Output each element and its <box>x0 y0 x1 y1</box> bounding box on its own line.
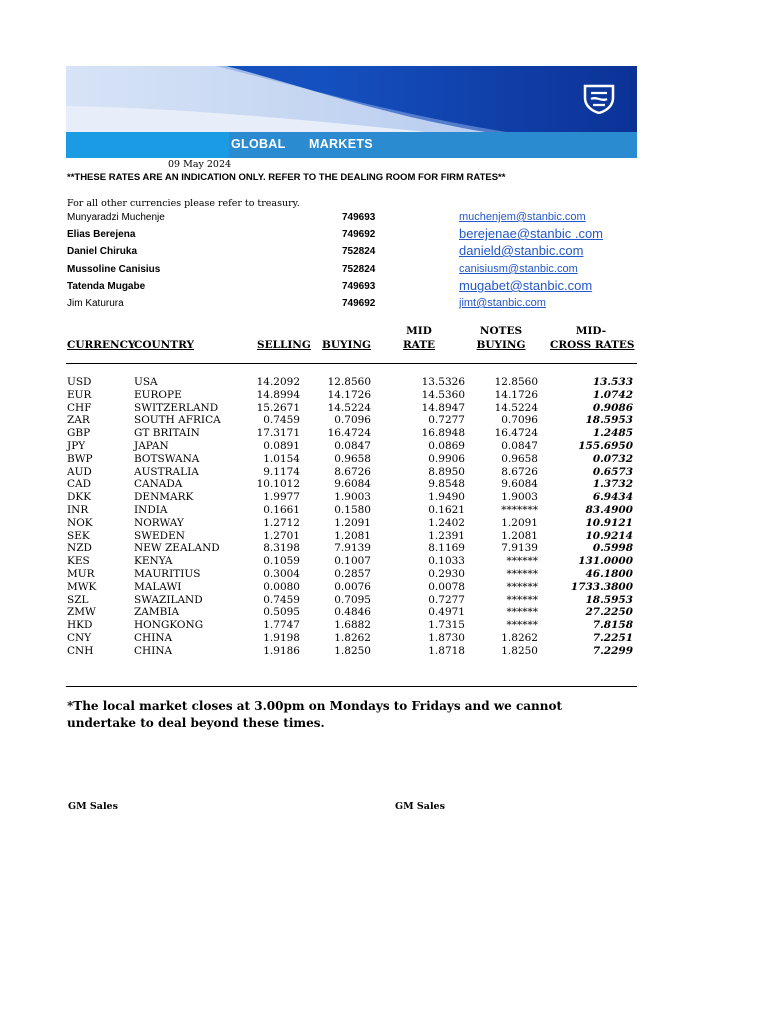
mid-rate: 1.2402 <box>428 516 465 529</box>
buying-rate: 1.2081 <box>334 529 371 542</box>
country-name: SWAZILAND <box>134 593 203 606</box>
notes-buying-rate: ****** <box>506 568 538 580</box>
table-row <box>0 619 768 632</box>
buying-rate: 0.1007 <box>334 555 371 568</box>
country-name: EUROPE <box>134 388 182 401</box>
mid-cross-rate: 1.0742 <box>592 388 633 401</box>
stanbic-shield-icon <box>582 84 616 114</box>
notes-buying-rate: ****** <box>506 619 538 632</box>
contact-email-link[interactable]: berejenae@stanbic .com <box>459 226 603 241</box>
selling-rate: 14.8994 <box>256 388 300 401</box>
mid-rate: 8.1169 <box>428 542 465 555</box>
buying-rate: 0.2857 <box>334 568 371 580</box>
country-name: NORWAY <box>134 516 184 529</box>
table-bottom-rule <box>66 686 637 687</box>
selling-rate: 0.1661 <box>263 504 300 516</box>
contact-email-link[interactable]: jimt@stanbic.com <box>459 297 546 309</box>
currency-code: JPY <box>67 440 86 452</box>
table-row <box>0 568 768 581</box>
mid-cross-rate: 1.2485 <box>592 427 633 440</box>
contact-phone: 749692 <box>342 298 376 309</box>
notes-buying-rate: 9.6084 <box>501 478 538 491</box>
mid-cross-rate: 18.5953 <box>585 414 633 427</box>
selling-rate: 1.9186 <box>263 644 300 657</box>
report-date: 09 May 2024 <box>168 159 232 170</box>
notes-buying-rate: ******* <box>501 504 538 516</box>
table-top-rule <box>66 363 637 364</box>
selling-rate: 10.1012 <box>256 478 300 491</box>
buying-rate: 8.6726 <box>334 465 371 478</box>
table-row <box>0 606 768 619</box>
contact-name: Elias Berejena <box>67 229 136 240</box>
country-name: INDIA <box>134 504 168 516</box>
buying-rate: 1.8262 <box>334 632 371 644</box>
mid-cross-rate: 10.9214 <box>585 529 633 542</box>
mid-rate: 0.7277 <box>428 593 465 606</box>
header-selling: SELLING <box>257 339 311 351</box>
buying-rate: 1.8250 <box>334 644 371 657</box>
contact-name: Mussoline Canisius <box>67 264 161 275</box>
buying-rate: 0.7095 <box>334 593 371 606</box>
mid-rate: 16.8948 <box>421 427 465 440</box>
signature-left: GM Sales <box>68 801 118 812</box>
mid-rate: 14.8947 <box>421 401 465 414</box>
mid-cross-rate: 83.4900 <box>585 504 633 516</box>
selling-rate: 1.2712 <box>263 516 300 529</box>
currency-code: USD <box>67 376 92 388</box>
selling-rate: 1.0154 <box>263 452 300 465</box>
selling-rate: 0.7459 <box>263 414 300 427</box>
header-mid-rate: MID RATE <box>402 325 436 351</box>
currency-code: MWK <box>67 580 97 593</box>
table-row <box>0 632 768 645</box>
header-currency: CURRENCY <box>67 339 136 351</box>
mid-cross-rate: 18.5953 <box>585 593 633 606</box>
table-row <box>0 581 768 594</box>
table-row <box>0 542 768 555</box>
currency-code: MUR <box>67 568 95 580</box>
selling-rate: 0.3004 <box>263 568 300 580</box>
selling-rate: 1.9977 <box>263 491 300 504</box>
mid-rate: 13.5326 <box>421 376 465 388</box>
contact-phone: 749693 <box>342 281 376 292</box>
treasury-note: For all other currencies please refer to treasury. <box>67 198 300 209</box>
currency-code: CNY <box>67 632 92 644</box>
contact-name: Jim Katurura <box>67 298 124 309</box>
selling-rate: 17.3171 <box>256 427 300 440</box>
mid-cross-rate: 10.9121 <box>585 516 633 529</box>
currency-code: CHF <box>67 401 92 414</box>
mid-cross-rate: 7.8158 <box>592 619 633 632</box>
buying-rate: 0.4846 <box>334 606 371 619</box>
currency-code: DKK <box>67 491 92 504</box>
contact-phone: 752824 <box>342 264 376 275</box>
mid-rate: 0.9906 <box>428 452 465 465</box>
country-name: SWEDEN <box>134 529 185 542</box>
mid-rate: 1.2391 <box>428 529 465 542</box>
country-name: AUSTRALIA <box>134 465 199 478</box>
indication-notice: **THESE RATES ARE AN INDICATION ONLY. REFER TO THE DEALING ROOM FOR FIRM RATES** <box>67 172 506 183</box>
header-banner <box>66 66 637 132</box>
buying-rate: 1.6882 <box>334 619 371 632</box>
mid-rate: 0.1033 <box>428 555 465 568</box>
contact-email-link[interactable]: canisiusm@stanbic.com <box>459 263 578 275</box>
contact-phone: 752824 <box>342 246 376 257</box>
contact-phone: 749693 <box>342 212 376 223</box>
mid-cross-rate: 13.533 <box>592 376 633 388</box>
mid-cross-rate: 1.3732 <box>592 478 633 491</box>
buying-rate: 1.9003 <box>334 491 371 504</box>
table-row <box>0 453 768 466</box>
contact-phone: 749692 <box>342 229 376 240</box>
title-bar-accent <box>66 132 229 158</box>
contact-email-link[interactable]: muchenjem@stanbic.com <box>459 211 586 223</box>
country-name: CANADA <box>134 478 183 491</box>
country-name: CHINA <box>134 632 173 644</box>
country-name: NEW ZEALAND <box>134 542 220 555</box>
buying-rate: 16.4724 <box>327 427 371 440</box>
mid-rate: 0.0869 <box>428 440 465 452</box>
contact-name: Tatenda Mugabe <box>67 281 146 292</box>
notes-buying-rate: ****** <box>506 593 538 606</box>
mid-rate: 9.8548 <box>428 478 465 491</box>
mid-rate: 1.9490 <box>428 491 465 504</box>
currency-code: SZL <box>67 593 89 606</box>
currency-code: ZAR <box>67 414 90 427</box>
buying-rate: 0.1580 <box>334 504 371 516</box>
currency-code: CNH <box>67 644 94 657</box>
table-row <box>0 440 768 453</box>
mid-cross-rate: 46.1800 <box>585 568 633 580</box>
buying-rate: 14.1726 <box>327 388 371 401</box>
mid-cross-rate: 131.0000 <box>578 555 633 568</box>
notes-buying-rate: 0.0847 <box>501 440 538 452</box>
notes-buying-rate: 0.9658 <box>501 452 538 465</box>
table-row <box>0 530 768 543</box>
table-row <box>0 466 768 479</box>
title-global: GLOBAL <box>231 137 286 151</box>
mid-rate: 0.4971 <box>428 606 465 619</box>
table-row <box>0 504 768 517</box>
selling-rate: 1.9198 <box>263 632 300 644</box>
currency-code: KES <box>67 555 90 568</box>
country-name: BOTSWANA <box>134 452 200 465</box>
mid-cross-rate: 6.9434 <box>592 491 633 504</box>
country-name: CHINA <box>134 644 173 657</box>
selling-rate: 14.2092 <box>256 376 300 388</box>
buying-rate: 0.0847 <box>334 440 371 452</box>
mid-cross-rate: 0.6573 <box>592 465 633 478</box>
table-row <box>0 389 768 402</box>
notes-buying-rate: 16.4724 <box>494 427 538 440</box>
table-row <box>0 402 768 415</box>
notes-buying-rate: 14.1726 <box>494 388 538 401</box>
currency-code: GBP <box>67 427 91 440</box>
selling-rate: 1.2701 <box>263 529 300 542</box>
mid-rate: 1.7315 <box>428 619 465 632</box>
country-name: ZAMBIA <box>134 606 180 619</box>
mid-cross-rate: 155.6950 <box>578 440 633 452</box>
mid-rate: 1.8730 <box>428 632 465 644</box>
title-markets: MARKETS <box>309 137 373 151</box>
selling-rate: 1.7747 <box>263 619 300 632</box>
buying-rate: 9.6084 <box>334 478 371 491</box>
mid-rate: 14.5360 <box>421 388 465 401</box>
banner-graphic <box>66 66 637 132</box>
mid-cross-rate: 1733.3800 <box>570 580 633 593</box>
buying-rate: 1.2091 <box>334 516 371 529</box>
mid-cross-rate: 0.9086 <box>592 401 633 414</box>
table-row <box>0 414 768 427</box>
country-name: SWITZERLAND <box>134 401 219 414</box>
header-cross-rates: MID- CROSS RATES <box>550 325 635 351</box>
currency-code: ZMW <box>67 606 96 619</box>
mid-cross-rate: 7.2299 <box>592 644 633 657</box>
notes-buying-rate: 1.8250 <box>501 644 538 657</box>
currency-code: INR <box>67 504 89 516</box>
table-row <box>0 478 768 491</box>
buying-rate: 12.8560 <box>327 376 371 388</box>
selling-rate: 0.0080 <box>263 580 300 593</box>
currency-code: NZD <box>67 542 92 555</box>
contact-name: Daniel Chiruka <box>67 246 138 257</box>
currency-code: EUR <box>67 388 92 401</box>
table-row <box>0 645 768 658</box>
notes-buying-rate: ****** <box>506 606 538 619</box>
contact-email-link[interactable]: danield@stanbic.com <box>459 243 584 258</box>
mid-cross-rate: 0.0732 <box>592 452 633 465</box>
currency-code: NOK <box>67 516 93 529</box>
signature-right: GM Sales <box>395 801 445 812</box>
table-row <box>0 376 768 389</box>
notes-buying-rate: 14.5224 <box>494 401 538 414</box>
currency-code: BWP <box>67 452 93 465</box>
notes-buying-rate: ****** <box>506 555 538 568</box>
notes-buying-rate: 1.2091 <box>501 516 538 529</box>
notes-buying-rate: 8.6726 <box>501 465 538 478</box>
market-hours-footnote: *The local market closes at 3.00pm on Mondays to Fridays and we cannot undertake to deal beyond these times. <box>67 699 563 730</box>
country-name: KENYA <box>134 555 173 568</box>
notes-buying-rate: 1.8262 <box>501 632 538 644</box>
selling-rate: 0.7459 <box>263 593 300 606</box>
header-buying: BUYING <box>322 339 372 351</box>
currency-code: HKD <box>67 619 93 632</box>
country-name: HONGKONG <box>134 619 204 632</box>
buying-rate: 0.7096 <box>334 414 371 427</box>
notes-buying-rate: 1.2081 <box>501 529 538 542</box>
contact-email-link[interactable]: mugabet@stanbic.com <box>459 278 593 293</box>
mid-cross-rate: 27.2250 <box>585 606 633 619</box>
country-name: DENMARK <box>134 491 194 504</box>
notes-buying-rate: ****** <box>506 580 538 593</box>
buying-rate: 0.9658 <box>334 452 371 465</box>
notes-buying-rate: 7.9139 <box>501 542 538 555</box>
country-name: SOUTH AFRICA <box>134 414 221 427</box>
mid-rate: 0.0078 <box>428 580 465 593</box>
buying-rate: 0.0076 <box>334 580 371 593</box>
selling-rate: 9.1174 <box>263 465 300 478</box>
country-name: JAPAN <box>134 440 169 452</box>
selling-rate: 15.2671 <box>256 401 300 414</box>
table-row <box>0 594 768 607</box>
country-name: USA <box>134 376 158 388</box>
table-row <box>0 427 768 440</box>
table-row <box>0 555 768 568</box>
notes-buying-rate: 12.8560 <box>494 376 538 388</box>
selling-rate: 8.3198 <box>263 542 300 555</box>
header-notes-buying: NOTES BUYING <box>476 325 526 351</box>
notes-buying-rate: 1.9003 <box>501 491 538 504</box>
mid-rate: 1.8718 <box>428 644 465 657</box>
currency-code: AUD <box>67 465 92 478</box>
country-name: MALAWI <box>134 580 182 593</box>
selling-rate: 0.1059 <box>263 555 300 568</box>
buying-rate: 14.5224 <box>327 401 371 414</box>
selling-rate: 0.0891 <box>263 440 300 452</box>
table-row <box>0 517 768 530</box>
table-row <box>0 491 768 504</box>
mid-rate: 0.2930 <box>428 568 465 580</box>
currency-code: SEK <box>67 529 90 542</box>
mid-cross-rate: 0.5998 <box>592 542 633 555</box>
selling-rate: 0.5095 <box>263 606 300 619</box>
currency-code: CAD <box>67 478 92 491</box>
mid-cross-rate: 7.2251 <box>592 632 633 644</box>
contact-name: Munyaradzi Muchenje <box>67 212 165 223</box>
buying-rate: 7.9139 <box>334 542 371 555</box>
header-country: COUNTRY <box>134 339 194 351</box>
country-name: GT BRITAIN <box>134 427 200 440</box>
mid-rate: 0.7277 <box>428 414 465 427</box>
country-name: MAURITIUS <box>134 568 201 580</box>
mid-rate: 8.8950 <box>428 465 465 478</box>
mid-rate: 0.1621 <box>428 504 465 516</box>
notes-buying-rate: 0.7096 <box>501 414 538 427</box>
title-bar <box>66 132 637 158</box>
